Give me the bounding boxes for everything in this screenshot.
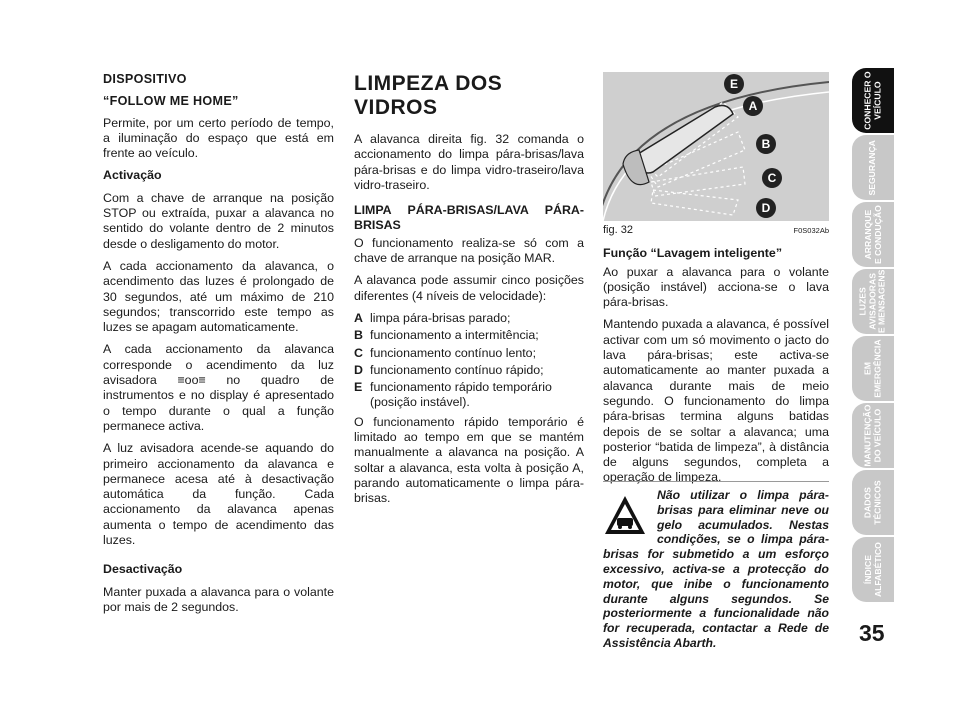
smart-wash-title: Função “Lavagem inteligente” <box>603 246 783 261</box>
tab-luzes-avisadoras[interactable] <box>852 269 894 334</box>
position-text: funcionamento contínuo rápido; <box>370 362 544 377</box>
middle-column <box>354 72 584 514</box>
follow-me-home-heading-line2: “FOLLOW ME HOME” <box>103 94 239 109</box>
position-key: E <box>354 380 363 395</box>
figure-label: C <box>767 171 777 185</box>
tab-label: CONHECER O VEÍCULO <box>862 71 883 130</box>
tab-label: ARRANQUE E CONDUÇÃO <box>862 205 883 264</box>
wiper-lever-illustration <box>603 72 829 221</box>
tab-em-emergencia[interactable] <box>852 336 894 401</box>
deactivation-title: Desactivação <box>103 562 183 577</box>
chapter-tabs <box>852 68 894 604</box>
tab-dados-tecnicos[interactable] <box>852 470 894 535</box>
position-key: A <box>354 310 363 325</box>
tab-label: EM EMERGÊNCIA <box>862 339 883 398</box>
figure-caption <box>603 223 829 238</box>
warning-triangle-icon <box>603 494 647 538</box>
list-item <box>354 380 584 411</box>
activation-paragraph-3: A cada accionamento da alavanca corresponde o acendimento da luz avisadora ≡oo≡ no quadro de instrumentos e no display é apresentado o tempo durante o qual a função permanece activa. <box>103 342 334 433</box>
tab-label: ÍNDICE ALFABÉTICO <box>862 542 882 597</box>
position-key: B <box>354 328 363 343</box>
figure-number: fig. 32 <box>603 224 633 236</box>
tab-label: MANUTENÇÃO DO VEÍCULO <box>862 404 882 467</box>
wipers-closing-paragraph: O funcionamento rápido temporário é limitado ao tempo em que se mantém manualmente a alavanca na posição. A soltar a alavanca, esta volta à posição A, parando automaticamente o limpa pára-brisas. <box>354 414 584 506</box>
warning-text: Não utilizar o limpa pára-brisas para eliminar neve ou gelo acumulados. Nestas condições, se o limpa pára-brisas for submetido a um esforço excessivo, activa-se a protecção do motor, que inibe o funcionamento durante alguns segundos. Se posteriormente a funcionalidade não for recuperada, contactar a Rede de Assistência Abarth. <box>603 488 829 650</box>
separator <box>603 481 829 482</box>
list-item <box>354 328 584 343</box>
position-text: funcionamento a intermitência; <box>370 328 539 343</box>
activation-paragraph-2: A cada accionamento da alavanca, o acendimento das luzes é prolongado de 30 segundos, até um máximo de 210 segundos; transcorrido este tempo as luzes se apagam automaticamente. <box>103 258 334 335</box>
tab-manutencao[interactable] <box>852 403 894 468</box>
follow-me-home-heading-line1: DISPOSITIVO <box>103 72 187 86</box>
tab-label: SEGURANÇA <box>867 139 878 196</box>
list-item <box>354 311 584 326</box>
windscreen-paragraph-1: O funcionamento realiza-se só com a chave de arranque na posição MAR. <box>354 235 584 266</box>
activation-title: Activação <box>103 168 162 183</box>
activation-paragraph-1: Com a chave de arranque na posição STOP ou extraída, puxar a alavanca no sentido do volante dentro de 2 minutos desde o desligamento do motor. <box>103 190 334 251</box>
figure-label: E <box>729 77 739 91</box>
left-column <box>103 72 334 622</box>
figure-label: A <box>748 99 758 113</box>
position-text: funcionamento contínuo lento; <box>370 345 537 360</box>
right-column <box>603 72 829 493</box>
figure-code: F0S032Ab <box>793 226 829 235</box>
section-title: LIMPEZA DOS VIDROS <box>354 72 503 119</box>
tab-conhecer-o-veiculo[interactable] <box>852 68 894 133</box>
list-item <box>354 363 584 378</box>
deactivation-paragraph: Manter puxada a alavanca para o volante por mais de 2 segundos. <box>103 584 334 614</box>
position-text: limpa pára-brisas parado; <box>370 310 511 325</box>
list-item <box>354 346 584 361</box>
windscreen-subtitle: LIMPA PÁRA-BRISAS/LAVA PÁRA-BRISAS <box>354 203 584 233</box>
position-key: D <box>354 362 363 377</box>
wipers-intro: A alavanca direita fig. 32 comanda o accionamento do limpa pára-brisas/lava pára-brisas e do limpa vidro-traseiro/lava vidro-traseiro. <box>354 132 584 192</box>
figure-label: B <box>761 137 771 151</box>
position-key: C <box>354 345 363 360</box>
page-number: 35 <box>859 620 885 646</box>
tab-arranque-e-conducao[interactable] <box>852 202 894 267</box>
tab-indice-alfabetico[interactable] <box>852 537 894 602</box>
lever-positions-list <box>354 311 584 411</box>
smart-wash-paragraph-2: Mantendo puxada a alavanca, é possível activar com um só movimento o jacto do lava pára-brisas; este activa-se automaticamente ao manter puxada a alavanca durante mais de meio segundo. O funcionamento do limpa pára-brisas termina alguns batidas depois de se soltar a alavanca; uma posterior “batida de limpeza”, à distância de alguns segundos, completa a operação de limpeza. <box>603 317 829 485</box>
warning-box <box>603 488 829 651</box>
position-text: funcionamento rápido temporário (posição instável). <box>370 380 552 410</box>
figure-label: D <box>761 201 771 215</box>
wiper-lever-figure <box>603 72 829 221</box>
activation-paragraph-4: A luz avisadora acende-se aquando do primeiro accionamento da alavanca e permanece acesa até à desactivação automática da função. Cada accionamento da alavanca apenas aumenta o tempo de acendimento das luzes. <box>103 441 334 548</box>
tab-label: DADOS TÉCNICOS <box>862 480 882 525</box>
windscreen-paragraph-2: A alavanca pode assumir cinco posições diferentes (4 níveis de velocidade): <box>354 273 584 303</box>
smart-wash-paragraph-1: Ao puxar a alavanca para o volante (posição instável) acciona-se o lava pára-brisas. <box>603 264 829 310</box>
follow-me-home-intro: Permite, por um certo período de tempo, a iluminação do espaço que está em frente ao veículo. <box>103 115 334 161</box>
tab-label: LUZES AVISADORAS E MENSAGENS <box>857 269 887 334</box>
tab-seguranca[interactable] <box>852 135 894 200</box>
